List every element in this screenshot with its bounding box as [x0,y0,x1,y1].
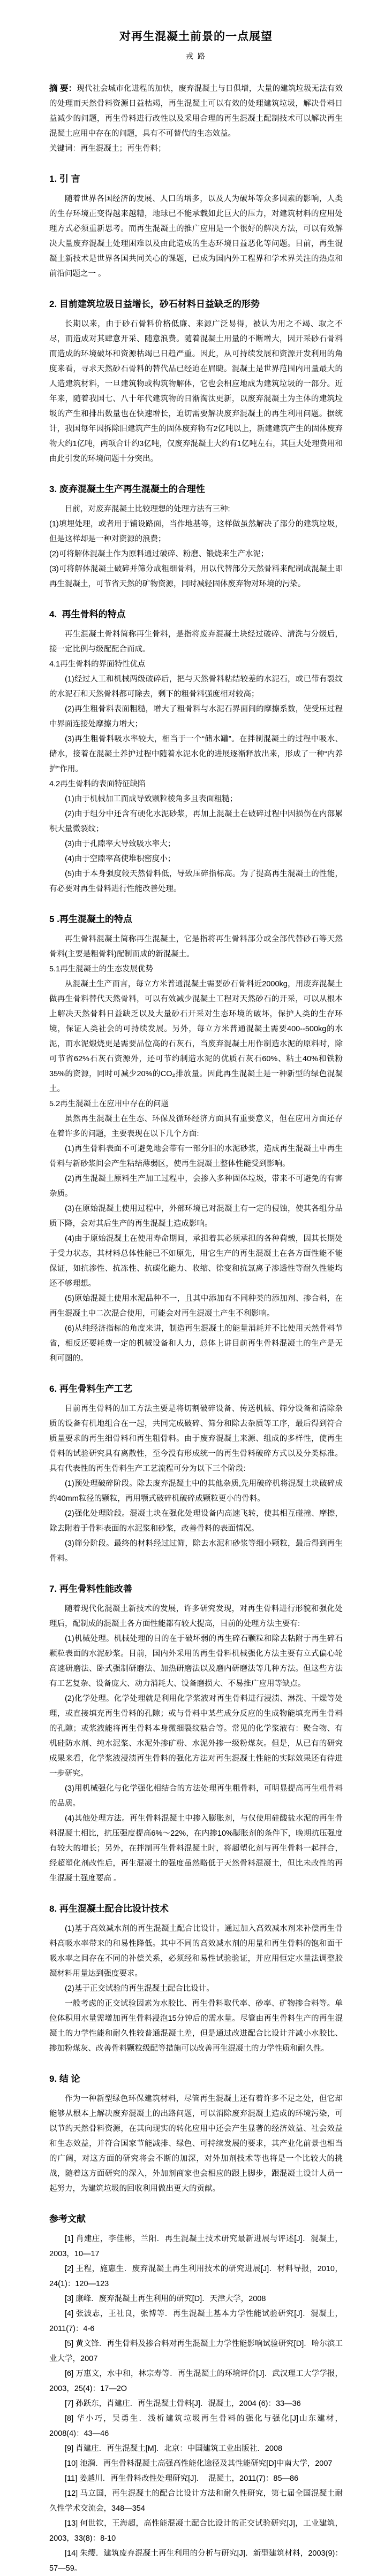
section-5-heading: 5 .再生混凝土的特点 [49,914,132,924]
section-8-heading: 8. 再生混凝土配合比设计技术 [49,1904,169,1914]
section-5-2-item-6: (6)从纯经济指标的角度来讲，制造再生混凝土的能量消耗并不比使用天然骨料节省，相反还要耗费一定的机械设备和人力，总体上讲目前再生骨料混凝土的生产是无利可图的。 [49,1324,343,1363]
section-4-2-item-1: (1)由于机械加工而成导致颗粒棱角多且表面粗糙； [65,795,238,803]
section-5-2-item-3: (3)在原始混凝土使用过程中，外部环境已对混凝土有一定的侵蚀，使其各组分品质下降，会对其后生产的再生混凝土造成影响。 [49,1205,343,1228]
section-4-2-item-3: (3)由于孔隙率大导致吸水率大； [65,840,176,848]
reference-item: [6] 万惠文，水中和，林宗寿等．再生混凝土的环境评价[J]．武汉理工大学学报，2003，25(4)：17—2O [49,2370,343,2393]
section-4-2-item-5: (5)由于本身强度较天然骨料低，导致压碎指标高。为了提高再生混凝土的性能，有必要对再生骨料进行性能改善处理。 [49,870,343,893]
section-1-paragraph: 随着世界各国经济的发展、人口的增多，以及人为破坏等众多因素的影响，人类的生存环境正变得越来越糟，地球已不能承载如此巨大的压力，对建筑材料的应用处理方式必须重新思考。而再生混凝土的推广应用是一个很好的解决方法，可以有效解决大量废弃混凝土处理困难以及由此造成的生态环境日益恶化等问题。目前，再生混凝土新技术是世界各国共同关心的课题，已成为国内外工程界和学术界关注的热点和前沿问题之一 。 [49,195,343,278]
section-5-2-paragraph: 虽然再生混凝土在生态、环保及循环经济方面具有重要意义，但在应用方面还存在着许多的问题，主要表现在以下几个方面: [49,1115,343,1138]
section-6-item-3: (3)筛分阶段。最终的材料经过过筛，除去水泥和砂浆等细小颗粒，最后得到再生骨料。 [49,1539,343,1563]
section-5-subheading-1: 5.1再生混凝土的生态发展优势 [49,965,154,973]
reference-item: [5] 黄文锋．再生骨料及掺合料对再生混凝土力学性能影响试验研究[D]．哈尔滨工业大学，2007 [49,2340,343,2363]
section-4-1-item-3: (3)再生粗骨料吸水率较大，相当于一个“储水罐”。在拌制混凝土的过程中吸水、储水，接着在混凝土养护过程中随着水泥水化的进展逐渐释放出来，形成了一种“内养护”作用。 [49,735,343,773]
section-7-item-1: (1)机械处理。机械处理的目的在于破坏弱的再生碎石颗粒和除去粘附于再生碎石颗粒表面的水泥砂浆。目前，国内外采用的再生骨料机械强化方法主要有立式偏心轮高速研磨法、卧式强制研磨法、加热研磨法以及磨内研磨法等几种方法。但这些方法有工艺复杂、设备庞大、动力消耗大、设备磨损大、不易推广应用等缺点。 [49,1635,343,1688]
section-4-heading: 4. 再生骨料的特点 [49,609,126,619]
section-3-item-3: (3)可将解体混凝土破碎并筛分成粗细骨料，用以代替部分天然骨料来配制成混凝土即再生混凝土，可节省天然的矿物资源，同时减轻固体废弃物对环境的污染。 [49,565,343,588]
section-3-item-1: (1)填埋处理，或者用于铺设路面，当作地基等，这样做虽然解决了部分的建筑垃圾，但是这样却是一种对资源的浪费； [49,520,343,543]
section-6-paragraph: 目前再生骨料的加工方法主要是将切割破碎设备、传送机械、筛分设备和清除杂质的设备有机地组合在一起，共同完成破碎、筛分和除去杂质等工序，最后得到符合质量要求的再生细骨料和再生粗骨料。由于废弃混凝土来源、组成的多样性，使再生骨料的试验研究具有离散性，至今没有形成统一的再生骨料破碎方式以及分类标准。具有代表性的再生骨料生产工艺流程可分为以下三个阶段: [49,1405,343,1473]
reference-item: [7] 孙跃东，肖建庄．再生混凝土骨料[J]．混凝土，2004 (6)：33—36 [65,2399,301,2408]
reference-item: [12] 马立国，再生混凝土的配合比设计方法和耐久性研究，第七届全国混凝土耐久性学术交流会，348—354 [49,2489,343,2513]
section-9-paragraph: 作为一种新型绿色环保建筑材料，尽管再生混凝土还有着许多不足之处，但它却能够从根本上解决废弃混凝土的出路问题，可以消除废弃混凝土造成的环境污染，可以节约天然骨料资源，在其向现实的转化应用中还会产生显著的经济效益、社会效益和生态效益，并符合国家节能减排、绿色、可持续发展的要求，其产业化前景也相当的广阔，对这方面的研究将会不断的加深，对外加剂技术等也将是一个比较大的挑战，随着这方面研究的深入，外加剂商家也会相应的跟上脚步，跟混凝土设计人员一起努力，为建筑垃圾的回收利用做出更大的贡献。 [49,2095,343,2193]
section-2-heading: 2. 目前建筑垃圾日益增长，砂石材料日益缺乏的形势 [49,299,260,309]
section-1-heading: 1. 引 言 [49,174,80,184]
reference-item: [13] 何世钦，王海超，高性能混凝土配合比设计的正交试验研究[J]，工业建筑，2003，33(8)：8-10 [49,2519,343,2543]
section-7-item-3: (3)用机械强化与化学强化相结合的方法处理再生粗骨料，可明显提高再生粗骨料的品质。 [49,1784,343,1808]
section-3-intro: 目前，对废弃混凝土比较理想的处理方法有三种: [65,505,230,513]
section-6-heading: 6. 再生骨料生产工艺 [49,1384,132,1394]
section-7-item-4: (4)其他处理方法。再生骨料混凝土中掺入膨胀剂，与仅使用硅酸盐水泥的再生骨料混凝土相比，抗压强度提高6%～22%，在内掺10%膨胀剂的条件下，晚期抗压强度有较大的增长；另外，在拌制再生骨料混凝土时，将超塑化剂与再生骨料一起拌合，经超塑化剂改性后，再生混凝土的强度虽然略低于天然骨料混凝土，但比未改性的再生混凝土强度要高 。 [49,1814,343,1883]
section-5-intro: 再生骨料混凝土简称再生混凝土，它是指将再生骨料部分或全部代替砂石等天然骨料(主要是粗骨料)配制而成的新混凝土。 [49,935,343,959]
section-8-item-2: (2)基于正交试验的再生混凝土配合比设计。 [65,1984,214,1993]
section-4-1-item-2: (2)再生粗骨料表面粗糙，增大了粗骨料与水泥石界面间的摩擦系数，使受压过程中界面连接处摩擦力增大； [49,705,343,729]
reference-item: [1] 肖建庄，李佳彬，兰阳．再生混凝土技术研究最新进展与评述[J]．混凝土，2003，10—17 [49,2235,343,2258]
section-6-item-2: (2)强化处理阶段。混凝土块在强化处理设备内高速飞转，使其相互碰撞、摩擦，除去附着于骨料表面的水泥浆和砂浆，改善骨料的表面情况。 [49,1509,343,1533]
section-7-heading: 7. 再生骨料性能改善 [49,1584,132,1594]
reference-item: [8] 华小巧，吴勇生．浅析建筑垃圾再生骨料的强化与强化[J]山东建材，2008(4)：43—46 [49,2414,343,2438]
abstract-text: 现代社会城市化进程的加快，废弃混凝土与日俱增，大量的建筑垃圾无法有效的处理而天然骨料资源日益枯竭，再生混凝土可以有效的处理建筑垃圾，解决骨料日益减少的问题，再生骨料进行改性以及采用合理的再生混凝土配制技术可以解决再生混凝土应用中存在的问题，具有不可替代的生态效益。 [49,85,343,138]
section-6-item-1: (1)预处理破碎阶段。除去废弃混凝土中的其他杂质,先用破碎机将混凝土块破碎成约40mm粒径的颗粒，再用颚式破碎机破碎成颗粒更小的骨料。 [49,1479,343,1503]
abstract-label: 摘 要： [49,84,77,93]
section-4-intro: 再生混凝土骨料简称再生骨料，是指将废弃混凝土块经过破碎、清洗与分级后，接一定比例与级配配合而成。 [49,630,343,654]
keywords-line: 关键词：再生混凝土；再生骨料； [49,144,166,153]
section-9-heading: 9. 结 论 [49,2074,80,2084]
abstract [49,81,343,141]
section-4-2-item-2: (2)由于组分中还含有硬化水泥砂浆，再加上混凝土在破碎过程中因损伤在内部累积大量微裂纹； [49,810,343,833]
section-5-2-item-1: (1)再生骨料表面不可避免地会带有一部分旧的水泥砂浆，造成再生混凝土中再生骨料与新砂浆间会产生粘结薄弱区，使再生混凝土整体性能受到影响。 [49,1145,343,1168]
section-5-2-item-5: (5)原始混凝土使用水泥品种不一，且其中添加有不同种类的添加剂、掺合料，在再生混凝土中二次混合使用，可能会对再生混凝土产生不利影响。 [49,1294,343,1318]
section-4-2-item-4: (4)由于空隙率高使堆积密度小； [65,855,176,863]
section-8-item-1: (1)基于高效减水剂的再生混凝土配合比设计。通过加入高效减水剂来补偿再生骨料高吸水率带来的和易性降低。其中不同的高效减水剂的用量和再生骨料的饱和面干吸水率之间存在不同的补偿关系，必须经和易性试验验证，并应用恒定水量法调整胶凝材料用量达到强度要求。 [49,1925,343,1978]
reference-item: [9] 肖建庄．再生混凝土[M]．北京：中国建筑工业出版社．2008 [65,2444,283,2453]
section-3-item-2: (2)可将解体混凝土作为原料通过破碎、粉磨、锻烧来生产水泥； [49,550,269,558]
section-7-paragraph: 随着现代化混凝土新技术的发展，许多研究发现，对再生骨料进行形貌和强化处理后，配制成的混凝土各方面性能都有较大提高，目前的处理方法主要有: [49,1605,343,1628]
reference-item: [3] 康峰．废弃混凝土再生利用的研究[D]．天津大学，2008 [65,2295,266,2303]
author-name: 戎 路 [186,52,206,60]
section-2-paragraph: 长期以来，由于砂石骨料价格低廉、来源广泛易得，被认为用之不竭、取之不尽，而造成对其肆意开采、随意浪费。随着混凝土用量的不断增大，因开采砂石骨料而造成的环境破坏和资源枯竭已日趋严重。因此，从可持续发展和资源开发利用的角度来看，寻求天然砂石骨料的替代品已经迫在眉睫。混凝土是世界范围内用量最大的人造建筑材料，一旦建筑物或构筑物解体，它也会相应地成为建筑垃圾的一部分。近年来，随着我国七、八十年代建筑物的日渐淘汰更新，以废弃混凝土为主体的建筑垃圾的产生和排出数量也在快速增长，迫切需要解决废弃混凝土的再生利用问题。据统计，我国每年因拆除旧建筑产生的固体废弃物有2亿吨以上，新建建筑产生的固体废弃物大约1亿吨，两项合计约3亿吨，仅废弃混凝土大约有1亿吨左右，其巨大处理费用和由此引发的环境问题十分突出。 [49,320,343,463]
reference-item: [4] 张波志，王社良，张博等．再生混凝土基本力学性能试验研究[J]．混凝土，2011(7)：4-6 [49,2310,343,2333]
section-5-2-item-2: (2)再生混凝土原料生产加工过程中，会掺入多种固体垃圾，带来不可避免的有害杂质。 [49,1175,343,1198]
reference-item: [10] 池漪．再生骨料混凝土高强高性能化途径及其性能研究[D]中南大学，2007 [65,2459,333,2468]
section-5-2-item-4: (4)由于原始混凝土在使用寿命期间，承担着其必须承担的各种荷载，因其长期处于受力状态，其材料总体性能已不如原先，用它生产的再生混凝土在各方面性能不能保证，如抗渗性、抗冻性、抗碳化能力、收缩、徐变和抗氯离子渗透性等耐久性能均还不够理想。 [49,1235,343,1288]
section-8-paragraph: 一般考虑的正交试验因素为水胶比、再生骨料取代率、砂率、矿物掺合料等。单位体积用水量需增加再生骨料浸泡15分钟后的需水量。尽管由再生骨料生产的再生混凝土的力学性能和耐久性较普通混凝土差，但是通过改进配合比设计并减小水胶比、掺加粉煤灰、改善骨料颗粒级配等措施可以改善再生混凝土的力学性质和耐久性。 [49,1999,343,2053]
reference-item: [11] 姜越川．再生骨料改性处理研究[J]． 混凝土，2011(7)：85—86 [65,2474,299,2483]
section-4-1-item-1: (1)经过人工和机械两级破碎后，把与天然骨料粘结较差的水泥石，或已带有裂纹的水泥石和天然骨料都可除去，剩下的粗骨料强度相对较高； [49,675,343,699]
reference-item: [14] 朱缨．建筑废弃混凝土再生利用的分析与研究[J]．新型建筑材料，2003(9)：57—59。 [49,2549,343,2573]
section-5-1-paragraph: 从混凝土生产而言，每立方米普通混凝土需要砂石骨料近2000kg，用废弃混凝土做再生骨料替代天然骨料，可以有效减少混凝土工程对天然砂石的开采，可以从根本上解决天然骨料日益缺乏以及大量砂石开采对生态环境的破坏，保护人类的生存环境，保证人类社会的可持续发展。另外，每立方米普通混凝土需要400--500kg的水泥，而水泥煅烧更是需要品位高的石灰石，当废弃混凝土用作制造水泥的原料时，除可节省62%石灰石资源外，还可节约制造水泥的优质石灰石60%、粘土40%和铁粉35%的资源，同时可减少20%的CO₂排放量。因此再生混凝土是一种新型的绿色混凝土。 [49,980,343,1093]
doc-title: 对再生混凝土前景的一点展望 [119,30,273,43]
section-4-subheading-2: 4.2再生骨料的表面特征缺陷 [49,780,146,788]
reference-item: [2] 王程，施惠生．废弃混凝土再生利用技术的研究进展[J]．材料导报，2010，24(1)：120—123 [49,2265,343,2288]
section-3-heading: 3. 废弃混凝土生产再生混凝土的合理性 [49,484,205,494]
section-5-subheading-2: 5.2再生混凝土在应用中存在的问题 [49,1100,169,1108]
references-heading: 参考文献 [49,2214,86,2224]
section-4-subheading-1: 4.1再生骨料的界面特性优点 [49,660,146,669]
section-7-item-2: (2)化学处理。化学处理就是利用化学浆液对再生骨料进行浸渍、淋洗、干燥等处理，或直接填充再生骨料的孔隙；或与骨料中某些成分反应的生成物能填充再生骨料的孔隙；或浆液能将再生骨料本身微细裂纹粘合等。常见的化学浆液有：聚合物、有机硅防水剂、纯水泥浆、水泥外掺矿粉、水泥外掺一级粉煤灰。但是，从已有的研究成果来看，化学浆液浸渍再生骨料的强化方法对再生混凝土性能的实际效果还有待进一步研究。 [49,1695,343,1778]
